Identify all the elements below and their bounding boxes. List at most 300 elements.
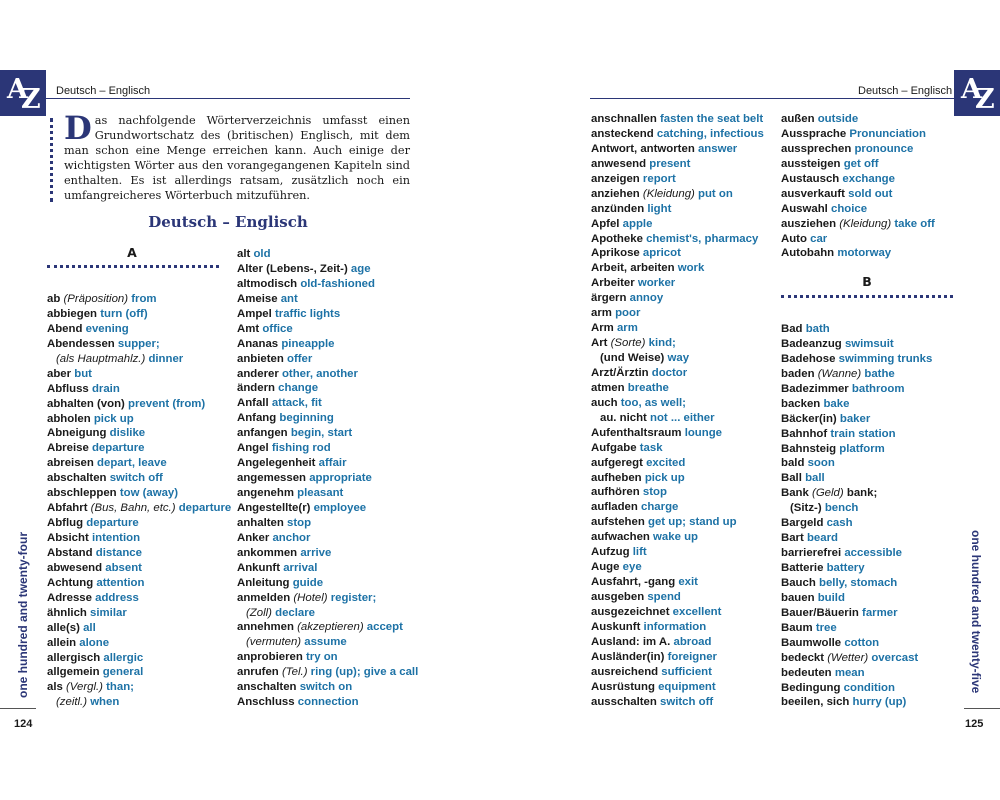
english-translation: departure <box>178 502 232 515</box>
english-translation: apple <box>622 217 653 230</box>
glossary-entry <box>591 142 764 157</box>
glossary-entry <box>237 516 418 531</box>
glossary-entry <box>237 426 418 441</box>
glossary-entry <box>237 531 418 546</box>
english-translation: cash <box>826 517 853 530</box>
glossary-entry <box>237 277 418 292</box>
german-term: Apotheke <box>591 232 643 245</box>
german-term: aussprechen <box>781 142 852 155</box>
german-term: Bahnsteig <box>781 442 837 455</box>
english-translation: dislike <box>109 427 146 440</box>
english-translation: old-fashioned <box>300 277 375 290</box>
english-translation: task <box>639 441 663 454</box>
english-translation: supper; <box>117 337 160 350</box>
german-term: Bank <box>781 487 809 500</box>
glossary-entry <box>237 561 418 576</box>
english-translation: prevent (from) <box>128 397 206 410</box>
german-term: aufhören <box>591 486 640 499</box>
glossary-entry <box>237 471 418 486</box>
english-translation: departure <box>86 517 139 530</box>
glossary-entry <box>591 366 764 381</box>
english-translation: distance <box>95 546 142 559</box>
glossary-entry <box>781 681 932 696</box>
glossary-entry <box>47 352 231 367</box>
glossary-entry <box>591 261 764 276</box>
german-term: aufheben <box>591 471 642 484</box>
german-term: anschnallen <box>591 113 657 125</box>
glossary-entry <box>237 352 418 367</box>
english-translation: car <box>810 232 828 245</box>
english-translation: catching, infectious <box>656 127 764 140</box>
german-term: Bauch <box>781 576 816 589</box>
german-term: Abend <box>47 322 83 335</box>
glossary-entry <box>47 441 231 456</box>
glossary-entry <box>237 262 418 277</box>
english-translation: offer <box>287 352 313 365</box>
german-term: Abreise <box>47 442 89 455</box>
grammar-note: (Vergl.) <box>66 681 103 694</box>
german-term: beeilen, sich <box>781 696 850 709</box>
glossary-entry <box>591 620 764 635</box>
german-term: Art <box>591 337 608 350</box>
english-translation: exit <box>678 576 698 589</box>
english-translation: pick up <box>644 471 685 484</box>
glossary-column-2 <box>237 247 418 710</box>
glossary-entry <box>781 516 932 531</box>
english-translation: report <box>642 172 676 185</box>
glossary-entry <box>237 680 418 695</box>
english-translation: abroad <box>673 635 712 648</box>
german-term: anwesend <box>591 157 647 170</box>
english-translation: way <box>667 352 690 364</box>
german-term: ansteckend <box>591 127 654 140</box>
english-translation: mean <box>834 666 865 679</box>
english-translation: foreigner <box>667 650 717 663</box>
german-term: aufwachen <box>591 531 650 544</box>
english-translation: bath <box>805 323 830 335</box>
glossary-entry <box>781 695 932 710</box>
german-term: anziehen <box>591 187 640 200</box>
glossary-entry <box>591 306 764 321</box>
english-translation: overcast <box>871 651 919 664</box>
german-term: altmodisch <box>237 277 298 290</box>
glossary-entry <box>591 426 764 441</box>
german-term: ausschalten <box>591 695 657 708</box>
glossary-column-3 <box>591 112 764 710</box>
english-translation: equipment <box>658 680 716 693</box>
glossary-entry <box>781 352 932 367</box>
glossary-entry <box>237 546 418 561</box>
glossary-entry <box>591 695 764 710</box>
english-translation: chemist's, pharmacy <box>646 232 759 245</box>
german-term: ab <box>47 293 61 305</box>
english-translation: present <box>649 157 691 170</box>
german-term: Bauer/Bäuerin <box>781 606 859 619</box>
german-term: Ameise <box>237 292 278 305</box>
glossary-entry <box>237 695 418 710</box>
english-translation: doctor <box>651 366 688 379</box>
german-term: Amt <box>237 322 260 335</box>
german-term: Badehose <box>781 352 836 365</box>
english-translation: beginning <box>279 412 334 425</box>
german-term: abreisen <box>47 457 94 470</box>
english-translation: drain <box>91 382 120 395</box>
english-translation: platform <box>839 442 885 455</box>
grammar-note: (Zoll) <box>246 606 272 619</box>
german-term: Bäcker(in) <box>781 412 837 425</box>
glossary-entry <box>591 291 764 306</box>
glossary-entry <box>237 650 418 665</box>
german-term: ärgern <box>591 292 627 305</box>
glossary-entry <box>781 442 932 457</box>
german-term: anzünden <box>591 202 645 215</box>
english-translation: alone <box>79 636 110 649</box>
glossary-entry <box>47 606 231 621</box>
glossary-entry <box>591 441 764 456</box>
glossary-entry <box>47 322 231 337</box>
german-term: anmelden <box>237 591 291 604</box>
english-translation: attention <box>96 576 145 589</box>
german-term: Arbeit, arbeiten <box>591 262 675 275</box>
english-translation: arrival <box>283 561 318 574</box>
english-translation: belly, stomach <box>818 576 898 589</box>
german-term: anzeigen <box>591 172 640 185</box>
glossary-entry <box>47 636 231 651</box>
german-term: Bargeld <box>781 517 824 530</box>
english-translation: get off <box>843 157 879 170</box>
german-term: Abfahrt <box>47 502 88 515</box>
english-translation: allergic <box>103 651 144 664</box>
grammar-note: (Tel.) <box>281 666 308 679</box>
german-term: Aufenthaltsraum <box>591 426 682 439</box>
german-term: (und Weise) <box>600 352 665 364</box>
glossary-entry <box>781 486 932 501</box>
german-term: alle(s) <box>47 621 80 634</box>
english-translation: arrive <box>300 546 332 559</box>
german-term: Arzt/Ärztin <box>591 366 649 379</box>
german-term: auch <box>591 396 618 409</box>
german-term: bedeckt <box>781 651 825 664</box>
english-translation: bathroom <box>851 382 905 395</box>
glossary-entry <box>47 531 231 546</box>
german-term: Aussprache <box>781 127 847 140</box>
glossary-entry <box>781 142 935 157</box>
glossary-entry <box>781 232 935 247</box>
glossary-entry <box>237 441 418 456</box>
grammar-note: (Geld) <box>812 487 844 500</box>
german-term: Baum <box>781 621 813 634</box>
glossary-entry <box>591 500 764 515</box>
german-term: anrufen <box>237 666 279 679</box>
german-term: ausverkauft <box>781 187 845 200</box>
glossary-entry <box>47 695 231 710</box>
english-translation: soon <box>807 457 835 470</box>
english-translation: eye <box>622 561 642 574</box>
english-translation: dinner <box>148 352 184 365</box>
english-translation: arm <box>616 322 638 335</box>
glossary-entry <box>47 680 231 695</box>
german-term: arm <box>591 307 612 320</box>
glossary-entry <box>591 381 764 396</box>
glossary-entry <box>591 351 764 366</box>
english-translation: apricot <box>642 247 681 260</box>
english-translation: when <box>90 696 120 709</box>
german-term: aber <box>47 367 72 380</box>
german-term: abschalten <box>47 472 107 485</box>
grammar-note: (zeitl.) <box>56 696 88 709</box>
glossary-entry <box>47 651 231 666</box>
german-term: Achtung <box>47 576 94 589</box>
german-term: Alter (Lebens-, Zeit-) <box>237 262 348 275</box>
glossary-entry <box>237 486 418 501</box>
english-translation: departure <box>91 442 145 455</box>
english-translation: lounge <box>684 426 723 439</box>
glossary-entry <box>781 157 935 172</box>
glossary-entry <box>591 187 764 202</box>
german-term: anbieten <box>237 352 284 365</box>
english-translation: too, as well; <box>620 396 686 409</box>
german-term: abwesend <box>47 561 103 574</box>
english-translation: tree <box>815 621 837 634</box>
glossary-entry <box>781 382 932 397</box>
glossary-entry <box>237 456 418 471</box>
logo-letter-z: Z <box>21 84 41 115</box>
german-term: Aufgabe <box>591 441 637 454</box>
glossary-entry <box>47 591 231 606</box>
german-term: abbiegen <box>47 307 98 320</box>
german-term: anhalten <box>237 516 284 529</box>
page-number-right: 125 <box>965 718 984 730</box>
glossary-entry <box>591 396 764 411</box>
german-term: Anfang <box>237 412 277 425</box>
glossary-entry <box>591 202 764 217</box>
english-translation: depart, leave <box>97 457 167 470</box>
english-translation: connection <box>297 696 359 709</box>
grammar-note: (Sorte) <box>610 337 646 350</box>
glossary-entry <box>591 336 764 351</box>
page-number-rule-right <box>964 708 1000 709</box>
german-term: Bad <box>781 323 803 335</box>
german-term: anfangen <box>237 427 288 440</box>
german-term: ähnlich <box>47 606 87 619</box>
german-term: Angelegenheit <box>237 457 316 470</box>
glossary-entry <box>47 471 231 486</box>
english-translation: begin, start <box>290 427 353 440</box>
english-translation: switch on <box>299 681 353 694</box>
german-term: allgemein <box>47 666 100 679</box>
german-term: Antwort, antworten <box>591 142 695 155</box>
glossary-entry <box>237 247 418 262</box>
letter-heading-b: B <box>862 274 872 289</box>
grammar-note: (Kleidung) <box>642 187 695 200</box>
glossary-column-5 <box>781 322 932 710</box>
english-translation: outside <box>817 113 859 125</box>
english-translation: office <box>262 322 293 335</box>
glossary-entry <box>591 246 764 261</box>
german-term: bauen <box>781 591 815 604</box>
glossary-entry <box>237 501 418 516</box>
english-translation: affair <box>318 457 347 470</box>
german-term: Anker <box>237 531 270 544</box>
german-term: Anleitung <box>237 576 290 589</box>
english-translation: charge <box>641 501 679 514</box>
german-term: aufgeregt <box>591 456 643 469</box>
english-translation: hurry (up) <box>852 696 907 709</box>
german-term: ausziehen <box>781 217 837 230</box>
glossary-column-1 <box>47 292 231 710</box>
english-translation: breathe <box>627 381 669 394</box>
english-translation: switch off <box>660 695 714 708</box>
glossary-entry <box>47 367 231 382</box>
english-translation: train station <box>830 427 896 440</box>
glossary-entry <box>591 545 764 560</box>
glossary-entry <box>591 127 764 142</box>
grammar-note: (Wanne) <box>817 367 862 380</box>
english-translation: appropriate <box>309 472 372 485</box>
english-translation: swimsuit <box>844 337 894 350</box>
grammar-note: (vermuten) <box>246 636 302 649</box>
english-translation: ball <box>805 472 825 485</box>
german-term: Bart <box>781 532 804 545</box>
english-translation: poor <box>615 307 641 320</box>
english-translation: bench <box>824 502 859 515</box>
english-translation: absent <box>105 561 142 574</box>
english-translation: similar <box>90 606 127 619</box>
glossary-entry <box>591 485 764 500</box>
german-term: aufladen <box>591 501 638 514</box>
english-translation: address <box>95 591 139 604</box>
german-term: (Sitz-) <box>790 502 822 515</box>
english-translation: bathe <box>864 367 895 380</box>
german-term: Ball <box>781 472 802 485</box>
letter-heading-a: A <box>127 245 137 260</box>
glossary-entry <box>237 337 418 352</box>
glossary-entry <box>781 636 932 651</box>
intro-text: as nachfolgende Wörterverzeichnis umfasst einen Grundwortschatz des (britischen) Englisch, mit dem man schon eine Menge erreichen kann. Auch einige der wichtigsten Wörter aus den vorangegangenen Kapiteln sind enthalten. Es ist allerdings ratsam, zusätzlich noch ein umfangreicheres Wörterbuch mitzuführen. <box>64 114 410 202</box>
german-term: alt <box>237 248 251 260</box>
english-translation: old <box>253 248 271 260</box>
glossary-entry <box>47 456 231 471</box>
german-term: Abendessen <box>47 337 115 350</box>
german-term: Batterie <box>781 562 824 574</box>
english-translation: ant <box>280 292 298 305</box>
english-translation: stop <box>287 516 312 529</box>
glossary-entry <box>47 412 231 427</box>
page-number-left: 124 <box>14 718 33 730</box>
glossary-entry <box>591 530 764 545</box>
glossary-entry <box>237 665 418 680</box>
english-translation: choice <box>831 202 868 215</box>
glossary-entry <box>237 396 418 411</box>
german-term: Autobahn <box>781 247 835 260</box>
english-translation: baker <box>839 412 871 425</box>
glossary-entry <box>591 605 764 620</box>
glossary-entry <box>591 456 764 471</box>
english-translation: guide <box>292 576 324 589</box>
german-term: Badezimmer <box>781 382 849 395</box>
glossary-entry <box>781 501 932 516</box>
german-term: ändern <box>237 382 275 395</box>
english-translation: spend <box>647 591 681 603</box>
az-logo-left <box>0 70 46 116</box>
english-translation: farmer <box>862 606 898 619</box>
german-term: Abflug <box>47 517 84 530</box>
german-term: Ausrüstung <box>591 680 655 693</box>
english-translation: attack, fit <box>271 397 322 410</box>
glossary-entry <box>781 606 932 621</box>
german-term: ausgezeichnet <box>591 605 670 618</box>
german-term: Badeanzug <box>781 337 842 350</box>
german-term: anschalten <box>237 681 297 694</box>
glossary-entry <box>47 382 231 397</box>
glossary-entry <box>781 651 932 666</box>
german-term: angemessen <box>237 472 307 485</box>
letter-a-dotted-rule <box>47 265 219 268</box>
glossary-entry <box>47 307 231 322</box>
english-translation: intention <box>91 532 141 544</box>
english-translation: sold out <box>848 187 893 200</box>
logo-letter-a: A <box>7 74 28 105</box>
glossary-entry <box>781 456 932 471</box>
german-term: Arm <box>591 322 614 335</box>
glossary-entry <box>47 426 231 441</box>
german-term: Arbeiter <box>591 277 635 290</box>
drop-cap: D <box>64 109 92 147</box>
grammar-note: (Hotel) <box>293 591 328 604</box>
glossary-entry <box>591 276 764 291</box>
glossary-entry <box>47 516 231 531</box>
german-term: Bahnhof <box>781 427 828 440</box>
english-translation: pick up <box>93 412 134 425</box>
german-term: Bedingung <box>781 681 841 694</box>
german-term: abholen <box>47 412 91 425</box>
glossary-entry <box>237 635 418 650</box>
english-translation: declare <box>275 606 316 619</box>
english-translation: accessible <box>844 547 902 560</box>
german-term: Abfluss <box>47 382 89 395</box>
glossary-entry <box>781 337 932 352</box>
german-term: anderer <box>237 367 279 380</box>
glossary-entry <box>781 531 932 546</box>
german-term: Auskunft <box>591 620 641 633</box>
english-translation: tow (away) <box>119 487 179 500</box>
german-term: aussteigen <box>781 157 841 170</box>
english-translation: kind; <box>648 337 676 350</box>
glossary-entry <box>781 576 932 591</box>
english-translation: answer <box>697 142 738 155</box>
glossary-entry <box>781 172 935 187</box>
glossary-entry <box>47 486 231 501</box>
english-translation: excited <box>646 456 686 469</box>
english-translation: ring (up); give a call <box>310 666 419 679</box>
intro-paragraph <box>64 109 410 203</box>
english-translation: but <box>74 367 92 380</box>
german-term: allein <box>47 636 77 649</box>
logo-letter-z: Z <box>975 84 995 115</box>
english-translation: lift <box>632 546 647 559</box>
english-translation: pronounce <box>854 142 914 155</box>
glossary-entry <box>591 680 764 695</box>
grammar-note: (Kleidung) <box>839 217 892 230</box>
english-translation: change <box>278 382 319 395</box>
english-translation: wake up <box>653 531 698 544</box>
english-translation: anchor <box>272 531 311 544</box>
english-translation: exchange <box>842 172 895 185</box>
az-logo-right <box>954 70 1000 116</box>
german-term: ausreichend <box>591 665 659 678</box>
english-translation: battery <box>826 562 865 574</box>
glossary-entry <box>591 157 764 172</box>
